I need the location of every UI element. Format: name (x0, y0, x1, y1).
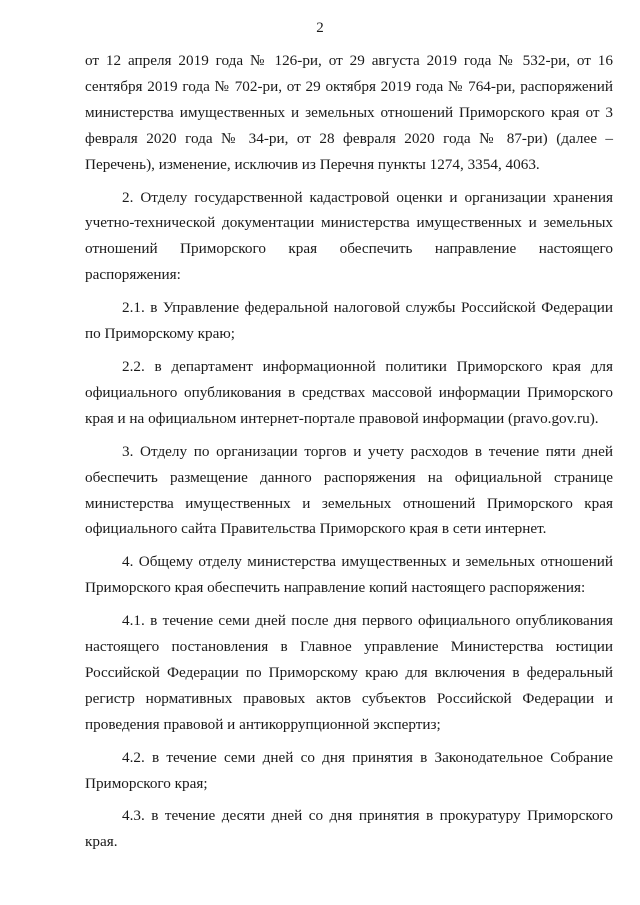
paragraph-item-2: 2. Отделу государственной кадастровой оценки и организации хранения учетно-технической документации министерства имущественных и земельных отношений Приморского края обеспечить направление настоящего распоряжения: (85, 188, 613, 284)
paragraph-item-4-2: 4.2. в течение семи дней со дня принятия в Законодательное Собрание Приморского края; (85, 748, 613, 792)
document-body (85, 48, 613, 855)
paragraph-item-2-2: 2.2. в департамент информационной политики Приморского края для официального опубликования в средствах массовой информации Приморского края и на официальном интернет-портале правовой информации (pravo.gov.ru). (85, 357, 613, 427)
paragraph-item-4: 4. Общему отделу министерства имущественных и земельных отношений Приморского края обеспечить направление копий настоящего распоряжения: (85, 553, 613, 597)
paragraph-item-3: 3. Отделу по организации торгов и учету расходов в течение пяти дней обеспечить размещение данного распоряжения на официальной странице министерства имущественных и земельных отношений Приморского края официального сайта Правительства Приморского края в сети интернет. (85, 442, 613, 538)
paragraph-item-2-1: 2.1. в Управление федеральной налоговой службы Российской Федерации по Приморскому краю; (85, 299, 613, 343)
paragraph-continuation: от 12 апреля 2019 года № 126-ри, от 29 августа 2019 года № 532-ри, от 16 сентября 2019 года № 702-ри, от 29 октября 2019 года № 764-ри, распоряжений министерства имущественных и земельных отношений Приморского края от 3 февраля 2020 года № 34-ри, от 28 февраля 2020 года № 87-ри) (далее – Перечень), изменение, исключив из Перечня пункты 1274, 3354, 4063. (85, 52, 613, 173)
page-number: 2 (316, 20, 324, 36)
paragraph-item-4-1: 4.1. в течение семи дней после дня первого официального опубликования настоящего постановления в Главное управление Министерства юстиции Российской Федерации по Приморскому краю для включения в федеральный регистр нормативных правовых актов субъектов Российской Федерации и проведения правовой и антикоррупционной экспертиз; (85, 612, 613, 733)
paragraph-item-4-3: 4.3. в течение десяти дней со дня принятия в прокуратуру Приморского края. (85, 807, 613, 851)
